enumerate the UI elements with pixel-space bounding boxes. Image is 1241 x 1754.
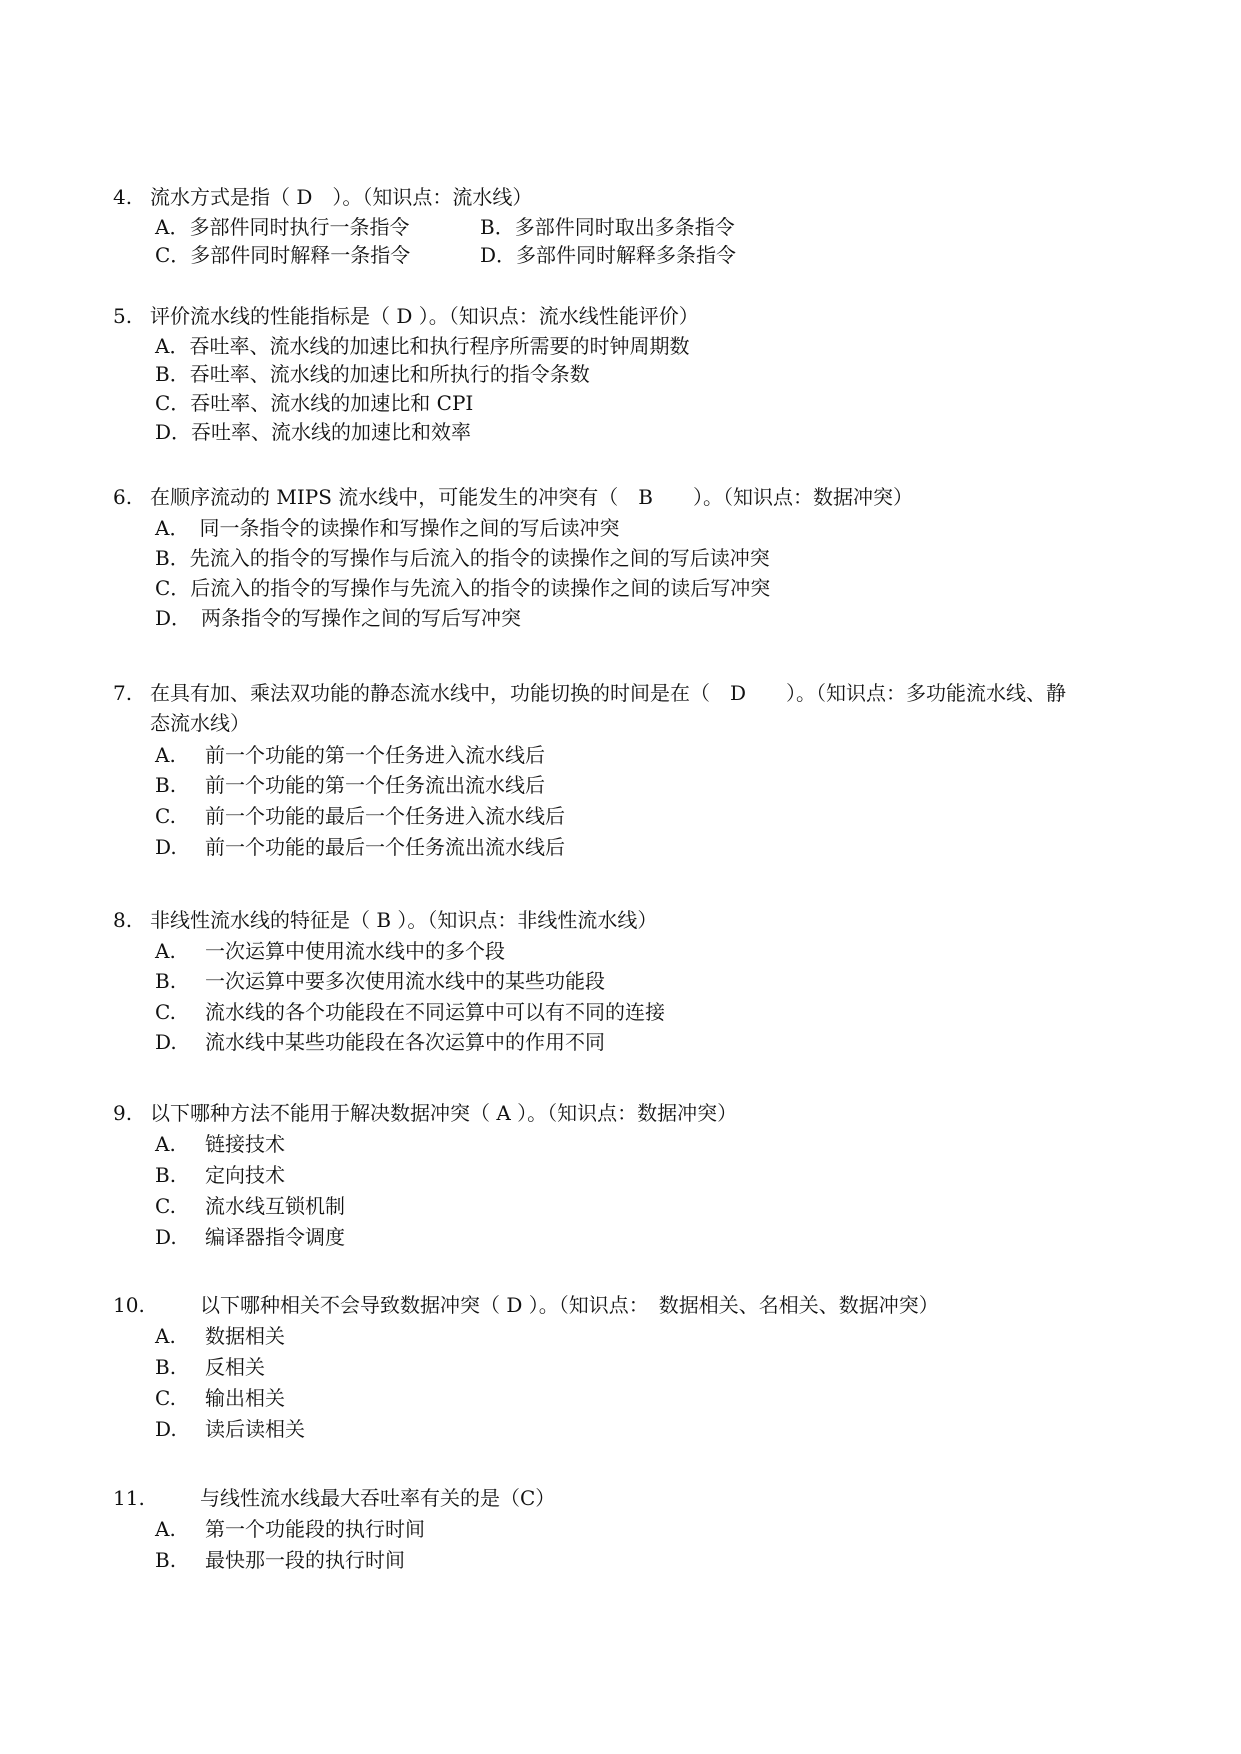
question-stem-continued: 态流水线） <box>150 711 250 735</box>
option-b-label: B. <box>155 1548 177 1572</box>
option-b-text: 反相关 <box>205 1355 265 1379</box>
question-number: 6. <box>113 485 133 509</box>
option-c-label: C. <box>155 1000 176 1024</box>
option-b: B．吞吐率、流水线的加速比和所执行的指令条数 <box>155 362 590 386</box>
option-a-label: A. <box>155 1517 176 1541</box>
option-d-label: D. <box>155 1417 177 1441</box>
option-d-text: 流水线中某些功能段在各次运算中的作用不同 <box>205 1030 605 1054</box>
option-a-text: 前一个功能的第一个任务进入流水线后 <box>205 743 545 767</box>
question-stem: 以下哪种方法不能用于解决数据冲突（ A ）。（知识点：数据冲突） <box>150 1101 738 1125</box>
question-stem: 在顺序流动的 MIPS 流水线中，可能发生的冲突有（ B ）。（知识点：数据冲突） <box>150 485 913 509</box>
option-c: C．多部件同时解释一条指令 <box>155 243 411 267</box>
option-b-text: 最快那一段的执行时间 <box>205 1548 405 1572</box>
option-d-text: 编译器指令调度 <box>205 1225 345 1249</box>
option-a-label: A. <box>155 1132 176 1156</box>
question-stem: 在具有加、乘法双功能的静态流水线中，功能切换的时间是在（ D ）。（知识点：多功能流水线、静 <box>150 681 1067 705</box>
option-d: D．吞吐率、流水线的加速比和效率 <box>155 420 472 444</box>
option-a-text: 一次运算中使用流水线中的多个段 <box>205 939 505 963</box>
question-stem: 流水方式是指（ D ）。（知识点：流水线） <box>150 185 533 209</box>
question-number: 11. <box>113 1486 145 1510</box>
option-c-text: 流水线互锁机制 <box>205 1194 345 1218</box>
question-number: 7. <box>113 681 133 705</box>
option-c-label: C. <box>155 804 176 828</box>
option-c-label: C. <box>155 1194 176 1218</box>
option-a-text: 链接技术 <box>205 1132 285 1156</box>
question-stem: 以下哪种相关不会导致数据冲突（ D ）。（知识点： 数据相关、名相关、数据冲突） <box>200 1293 939 1317</box>
option-c-text: 前一个功能的最后一个任务进入流水线后 <box>205 804 565 828</box>
question-number: 4. <box>113 185 133 209</box>
option-d-text: 前一个功能的最后一个任务流出流水线后 <box>205 835 565 859</box>
option-d: D．多部件同时解释多条指令 <box>480 243 737 267</box>
option-a-label: A. <box>155 1324 176 1348</box>
option-d-label: D. <box>155 1030 177 1054</box>
option-d-text: 读后读相关 <box>205 1417 305 1441</box>
option-b-label: B. <box>155 969 177 993</box>
question-stem: 与线性流水线最大吞吐率有关的是（C） <box>200 1486 556 1510</box>
option-b-text: 定向技术 <box>205 1163 285 1187</box>
option-d-label: D. <box>155 1225 177 1249</box>
option-c-text: 流水线的各个功能段在不同运算中可以有不同的连接 <box>205 1000 665 1024</box>
question-number: 9. <box>113 1101 133 1125</box>
option-c-label: C. <box>155 1386 176 1410</box>
option-b: B．先流入的指令的写操作与后流入的指令的读操作之间的写后读冲突 <box>155 546 770 570</box>
option-b-label: B. <box>155 1355 177 1379</box>
option-c-text: 输出相关 <box>205 1386 285 1410</box>
question-number: 8. <box>113 908 133 932</box>
option-a-label: A. <box>155 939 176 963</box>
option-b-text: 一次运算中要多次使用流水线中的某些功能段 <box>205 969 605 993</box>
option-b-label: B. <box>155 773 177 797</box>
question-stem: 非线性流水线的特征是（ B ）。（知识点：非线性流水线） <box>150 908 658 932</box>
option-b-label: B. <box>155 1163 177 1187</box>
option-a: A． 同一条指令的读操作和写操作之间的写后读冲突 <box>155 516 620 540</box>
option-a-text: 数据相关 <box>205 1324 285 1348</box>
option-c: C．后流入的指令的写操作与先流入的指令的读操作之间的读后写冲突 <box>155 576 771 600</box>
question-number: 5. <box>113 304 133 328</box>
option-c: C．吞吐率、流水线的加速比和 CPI <box>155 391 474 415</box>
option-a-text: 第一个功能段的执行时间 <box>205 1517 425 1541</box>
question-stem: 评价流水线的性能指标是（ D ）。（知识点：流水线性能评价） <box>150 304 699 328</box>
option-b-text: 前一个功能的第一个任务流出流水线后 <box>205 773 545 797</box>
option-a: A．吞吐率、流水线的加速比和执行程序所需要的时钟周期数 <box>155 334 690 358</box>
option-a-label: A. <box>155 743 176 767</box>
option-d-label: D. <box>155 835 177 859</box>
option-d: D． 两条指令的写操作之间的写后写冲突 <box>155 606 522 630</box>
option-a: A．多部件同时执行一条指令 <box>155 215 410 239</box>
question-number: 10. <box>113 1293 145 1317</box>
option-b: B．多部件同时取出多条指令 <box>480 215 735 239</box>
